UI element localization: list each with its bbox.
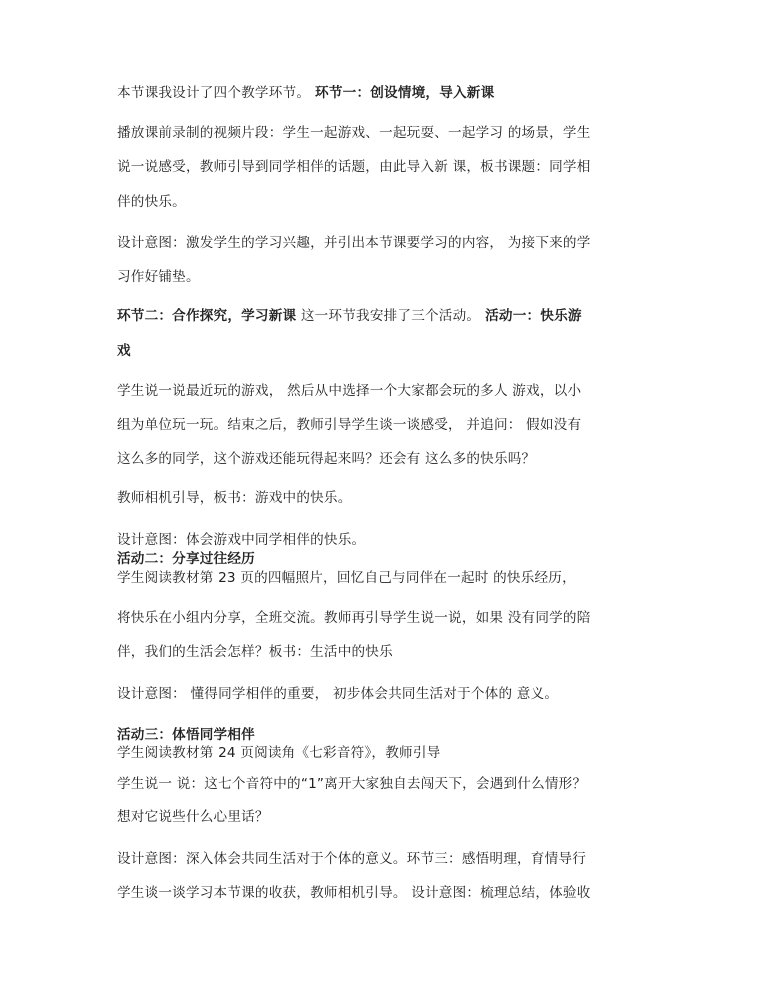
text-run: 本节课我设计了四个教学环节。 xyxy=(117,85,311,101)
text-run: 教师相机引导，板书：游戏中的快乐。 xyxy=(117,490,352,506)
text-line xyxy=(117,489,352,507)
heading-run: 活动二：分享过往经历 xyxy=(117,551,255,567)
text-line xyxy=(117,450,535,468)
text-line xyxy=(117,744,440,762)
text-run: 这么多的同学，这个游戏还能玩得起来吗？还会有 这么多的快乐吗？ xyxy=(117,451,536,467)
text-run: 学生说一说最近玩的游戏， 然后从中选择一个大家都会玩的多人 游戏，以小 xyxy=(117,383,582,399)
text-run: 设计意图：深入体会共同生活对于个体的意义。环节三：感悟明理，育情导行 xyxy=(117,851,586,867)
text-run: 学生阅读教材第 23 页的四幅照片，回忆自己与同伴在一起时 的快乐经历， xyxy=(117,570,576,586)
text-line xyxy=(117,531,365,549)
text-line xyxy=(117,609,591,627)
text-run: 学生谈一谈学习本节课的收获，教师相机引导。 设计意图：梳理总结，体验收 xyxy=(117,885,591,901)
text-run: 伴，我们的生活会怎样？板书：生活中的快乐 xyxy=(117,644,393,660)
heading-run: 戏 xyxy=(117,343,131,359)
text-line xyxy=(117,158,591,176)
text-run: 设计意图：激发学生的学习兴趣，并引出本节课要学习的内容， 为接下来的学 xyxy=(117,235,591,251)
text-run: 播放课前录制的视频片段：学生一起游戏、一起玩耍、一起学习 的场景，学生 xyxy=(117,125,591,141)
text-line xyxy=(117,685,558,703)
text-line xyxy=(117,550,255,568)
text-line xyxy=(117,234,591,252)
text-line xyxy=(117,808,269,826)
text-line xyxy=(117,643,393,661)
text-run: 将快乐在小组内分享，全班交流。教师再引导学生说一说，如果 没有同学的陪 xyxy=(117,610,591,626)
text-line xyxy=(117,884,591,902)
text-run: 学生说一 说：这七个音符中的“1”离开大家独自去闯天下，会遇到什么情形？ xyxy=(117,776,587,792)
text-line xyxy=(117,193,186,211)
heading-run: 环节一：创设情境，导入新课 xyxy=(310,85,495,101)
text-line xyxy=(117,268,200,286)
text-run: 说一说感受，教师引导到同学相伴的话题，由此导入新 课，板书课题：同学相 xyxy=(117,159,591,175)
text-run: 想对它说些什么心里话？ xyxy=(117,809,269,825)
text-line xyxy=(117,775,586,793)
text-run: 设计意图：体会游戏中同学相伴的快乐。 xyxy=(117,532,366,548)
text-line xyxy=(117,307,582,325)
text-line xyxy=(117,569,576,587)
text-line xyxy=(117,726,255,744)
text-run: 设计意图： 懂得同学相伴的重要， 初步体会共同生活对于个体的 意义。 xyxy=(117,686,559,702)
text-run: 习作好铺垫。 xyxy=(117,269,200,285)
text-run: 学生阅读教材第 24 页阅读角《七彩音符》，教师引导 xyxy=(117,745,441,761)
text-run: 这一环节我安排了三个活动。 xyxy=(296,308,481,324)
text-line xyxy=(117,342,131,360)
heading-run: 活动一：快乐游 xyxy=(480,308,582,324)
text-line xyxy=(117,382,581,400)
heading-run: 环节二：合作探究，学习新课 xyxy=(117,308,297,324)
text-line xyxy=(117,84,494,102)
text-line xyxy=(117,124,591,142)
text-run: 组为单位玩一玩。结束之后，教师引导学生谈一谈感受， 并追问： 假如没有 xyxy=(117,417,582,433)
text-run: 伴的快乐。 xyxy=(117,194,186,210)
text-line xyxy=(117,850,586,868)
text-line xyxy=(117,416,581,434)
heading-run: 活动三：体悟同学相伴 xyxy=(117,727,255,743)
